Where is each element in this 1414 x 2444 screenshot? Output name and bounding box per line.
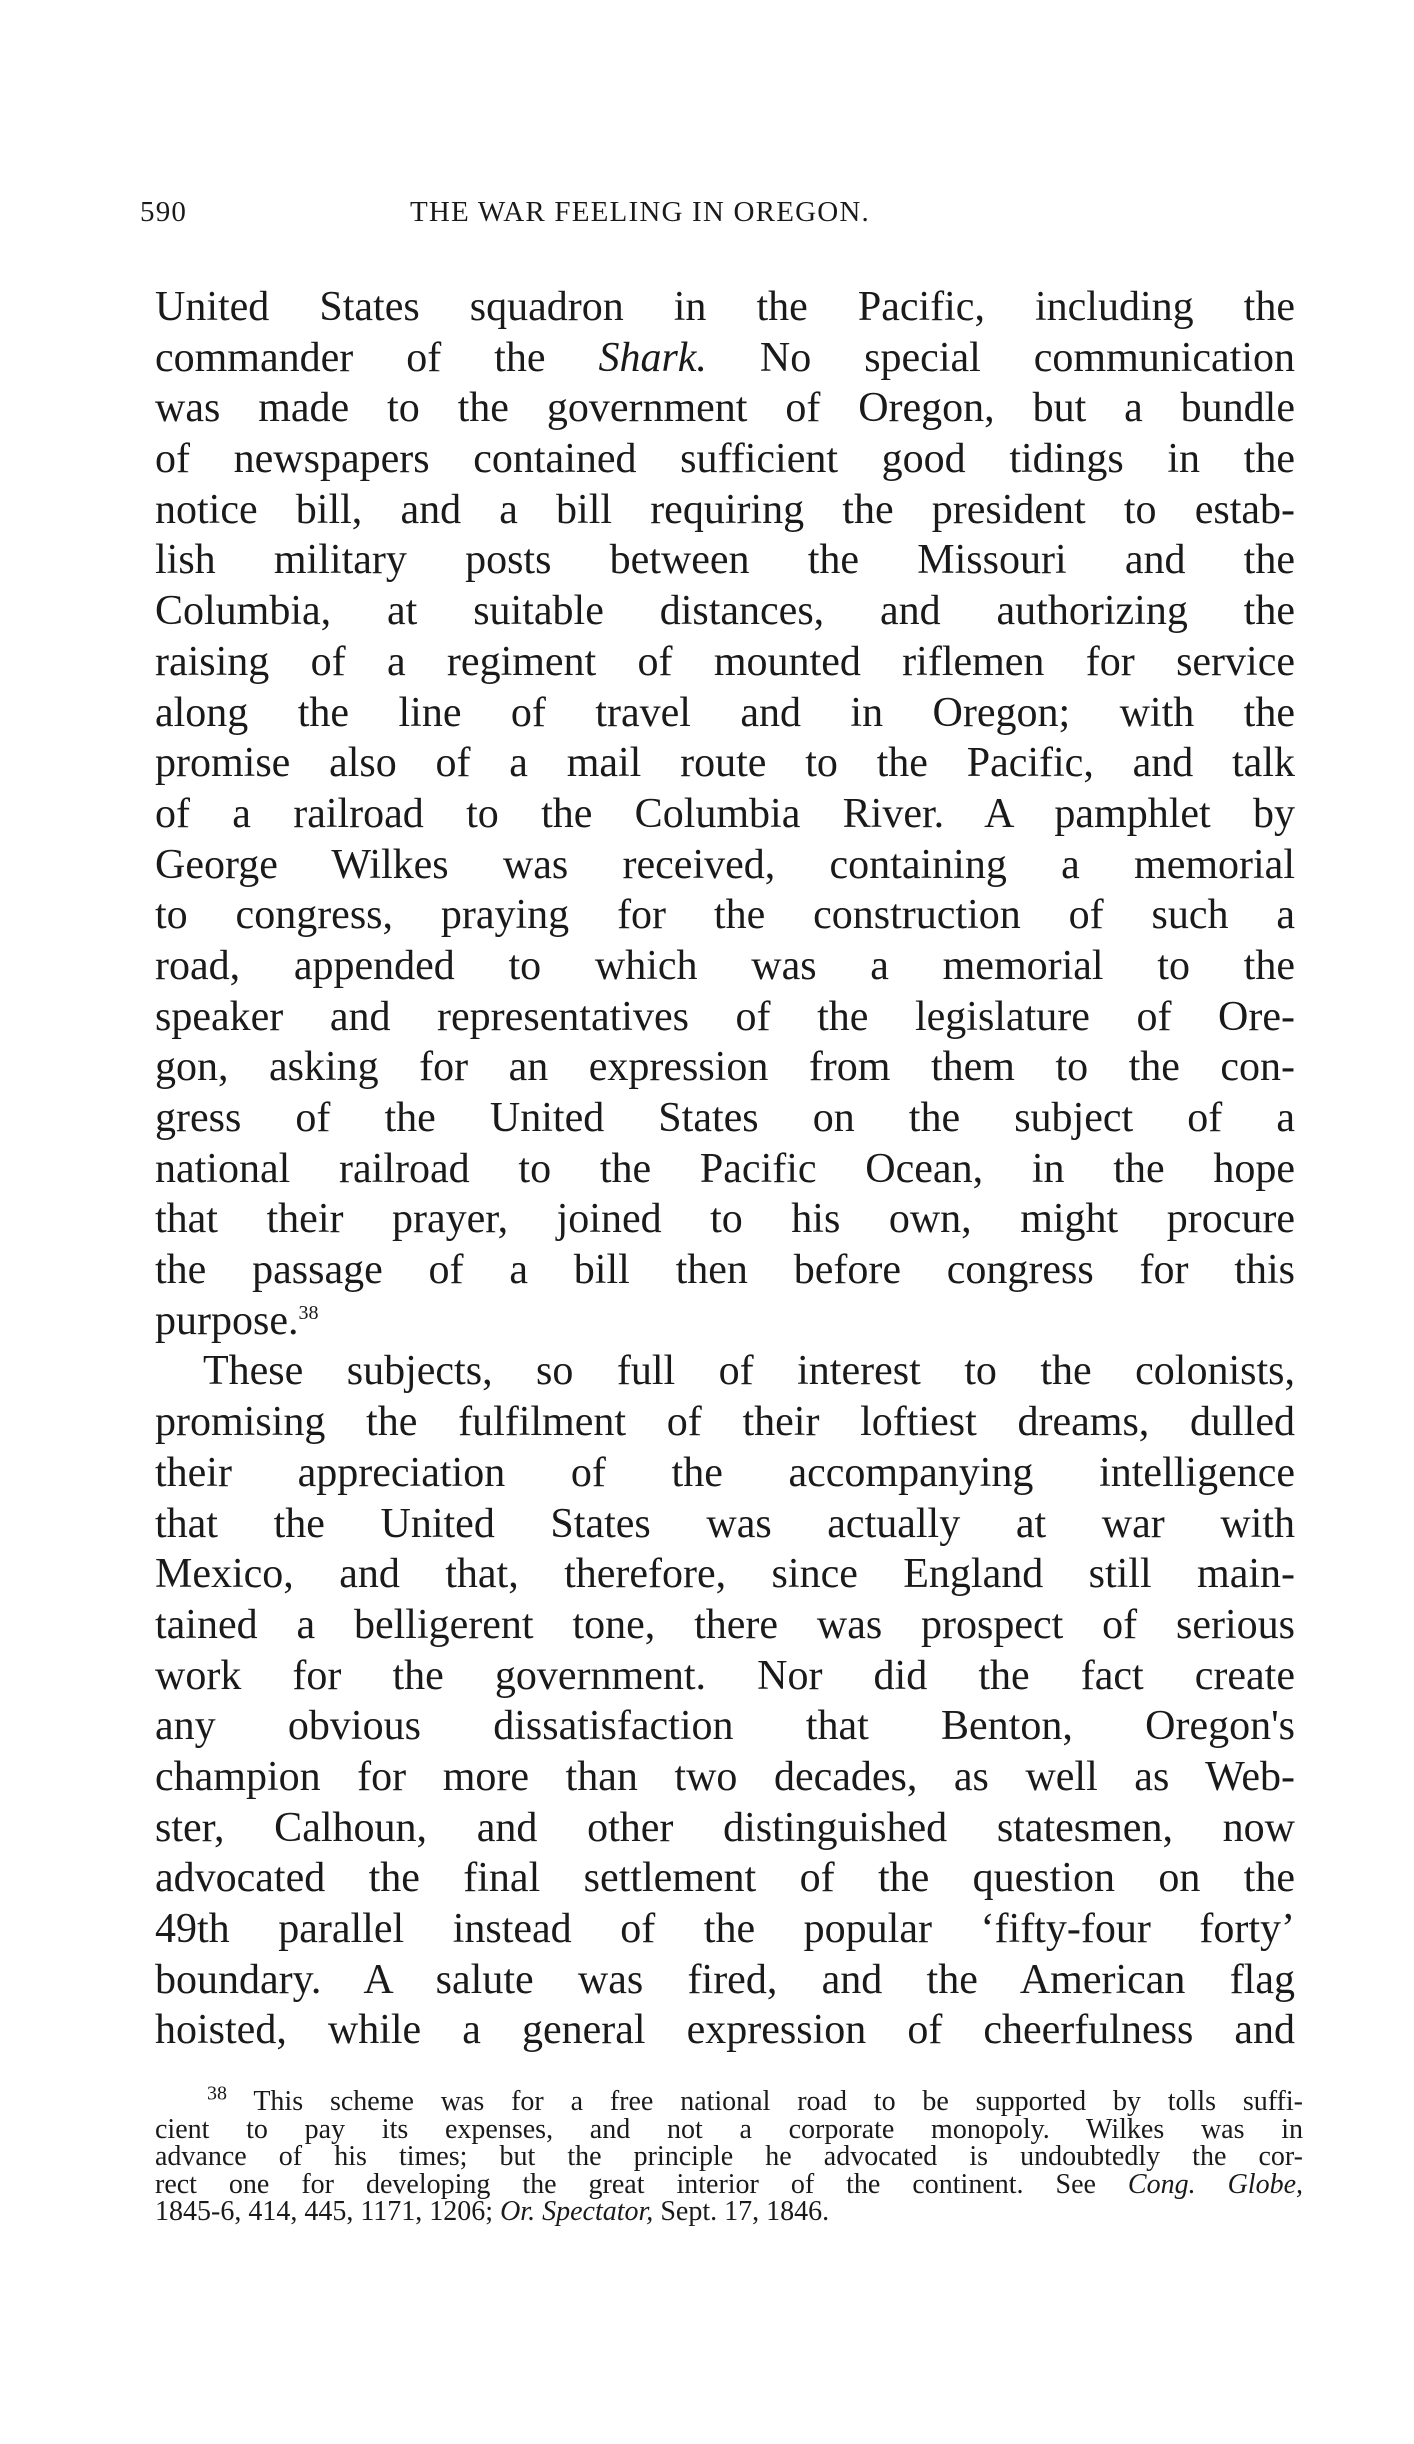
text-line: gon, asking for an expression from them to the con- — [155, 1044, 1295, 1091]
text-line: along the line of travel and in Oregon; with the — [155, 689, 1295, 736]
text-line: tained a belligerent tone, there was prospect of serious — [155, 1601, 1295, 1648]
text-line: the passage of a bill then before congress for this — [155, 1247, 1295, 1294]
footnote-line — [155, 2198, 1303, 2226]
text-segment: commander of the — [155, 334, 546, 381]
text-segment: purpose. — [155, 1297, 299, 1344]
text-segment: This scheme was for a free national road to be supported by tolls suffi- — [253, 2086, 1303, 2117]
text-line: of a railroad to the Columbia River. A pamphlet by — [155, 790, 1295, 837]
text-line: notice bill, and a bill requiring the president to estab- — [155, 486, 1295, 533]
footnote-marker: 38 — [207, 2082, 227, 2105]
text-line: of newspapers contained sufficient good tidings in the — [155, 436, 1295, 483]
text-line: ster, Calhoun, and other distinguished statesmen, now — [155, 1804, 1295, 1851]
body-text — [155, 282, 1295, 2056]
footnote-reference: 38 — [298, 1301, 319, 1324]
text-line: boundary. A salute was fired, and the American flag — [155, 1956, 1295, 2003]
footnote-line — [155, 2082, 1303, 2117]
text-segment: Sept. 17, 1846. — [660, 2196, 830, 2227]
footnote-line: advance of his times; but the principle he advocated is undoubtedly the cor- — [155, 2141, 1303, 2172]
running-head — [140, 196, 1300, 244]
text-line: champion for more than two decades, as well as Web- — [155, 1753, 1295, 1800]
text-line: promise also of a mail route to the Pacific, and talk — [155, 740, 1295, 787]
text-segment: rect one for developing the great interior of the continent. See — [155, 2168, 1096, 2200]
text-line: road, appended to which was a memorial to the — [155, 942, 1295, 989]
text-line: hoisted, while a general expression of cheerfulness and — [155, 2007, 1295, 2054]
text-line: Mexico, and that, therefore, since England still main- — [155, 1551, 1295, 1598]
ship-name: Shark. — [598, 334, 707, 381]
text-line: that the United States was actually at war with — [155, 1500, 1295, 1547]
text-line: Columbia, at suitable distances, and authorizing the — [155, 588, 1295, 635]
text-line: that their prayer, joined to his own, might procure — [155, 1196, 1295, 1243]
text-line: was made to the government of Oregon, but a bundle — [155, 385, 1295, 432]
text-line: These subjects, so full of interest to the colonists, — [203, 1348, 1295, 1395]
text-line: raising of a regiment of mounted riflemen for service — [155, 638, 1295, 685]
text-line: national railroad to the Pacific Ocean, in the hope — [155, 1145, 1295, 1192]
text-line: gress of the United States on the subject of a — [155, 1095, 1295, 1141]
text-line — [155, 333, 1295, 384]
footnote-line — [155, 2168, 1304, 2200]
text-line: advocated the final settlement of the question on the — [155, 1855, 1295, 1902]
text-line: 49th parallel instead of the popular ‘fifty-four forty’ — [155, 1906, 1295, 1952]
text-segment: 1845-6, 414, 445, 1171, 1206; — [155, 2196, 494, 2227]
footnote-line: cient to pay its expenses, and not a corporate monopoly. Wilkes was in — [155, 2113, 1303, 2145]
text-line: their appreciation of the accompanying intelligence — [155, 1449, 1295, 1496]
citation-title: Cong. Globe, — [1127, 2168, 1304, 2200]
footnotes — [155, 2082, 1304, 2227]
text-line: promising the fulfilment of their loftiest dreams, dulled — [155, 1399, 1295, 1446]
text-line — [155, 1296, 1295, 1347]
text-line: George Wilkes was received, containing a memorial — [155, 841, 1295, 888]
running-title: THE WAR FEELING IN OREGON. — [410, 196, 870, 228]
text-segment: No special communication — [759, 334, 1296, 381]
text-line: any obvious dissatisfaction that Benton, Oregon's — [155, 1703, 1295, 1750]
text-line: United States squadron in the Pacific, including the — [155, 284, 1295, 330]
page-number: 590 — [140, 196, 188, 228]
text-line: speaker and representatives of the legislature of Ore- — [155, 993, 1295, 1040]
citation-title: Or. Spectator, — [500, 2196, 654, 2227]
text-line: work for the government. Nor did the fact create — [155, 1652, 1295, 1699]
text-line: to congress, praying for the construction of such a — [155, 892, 1295, 939]
text-line: lish military posts between the Missouri and the — [155, 537, 1295, 584]
